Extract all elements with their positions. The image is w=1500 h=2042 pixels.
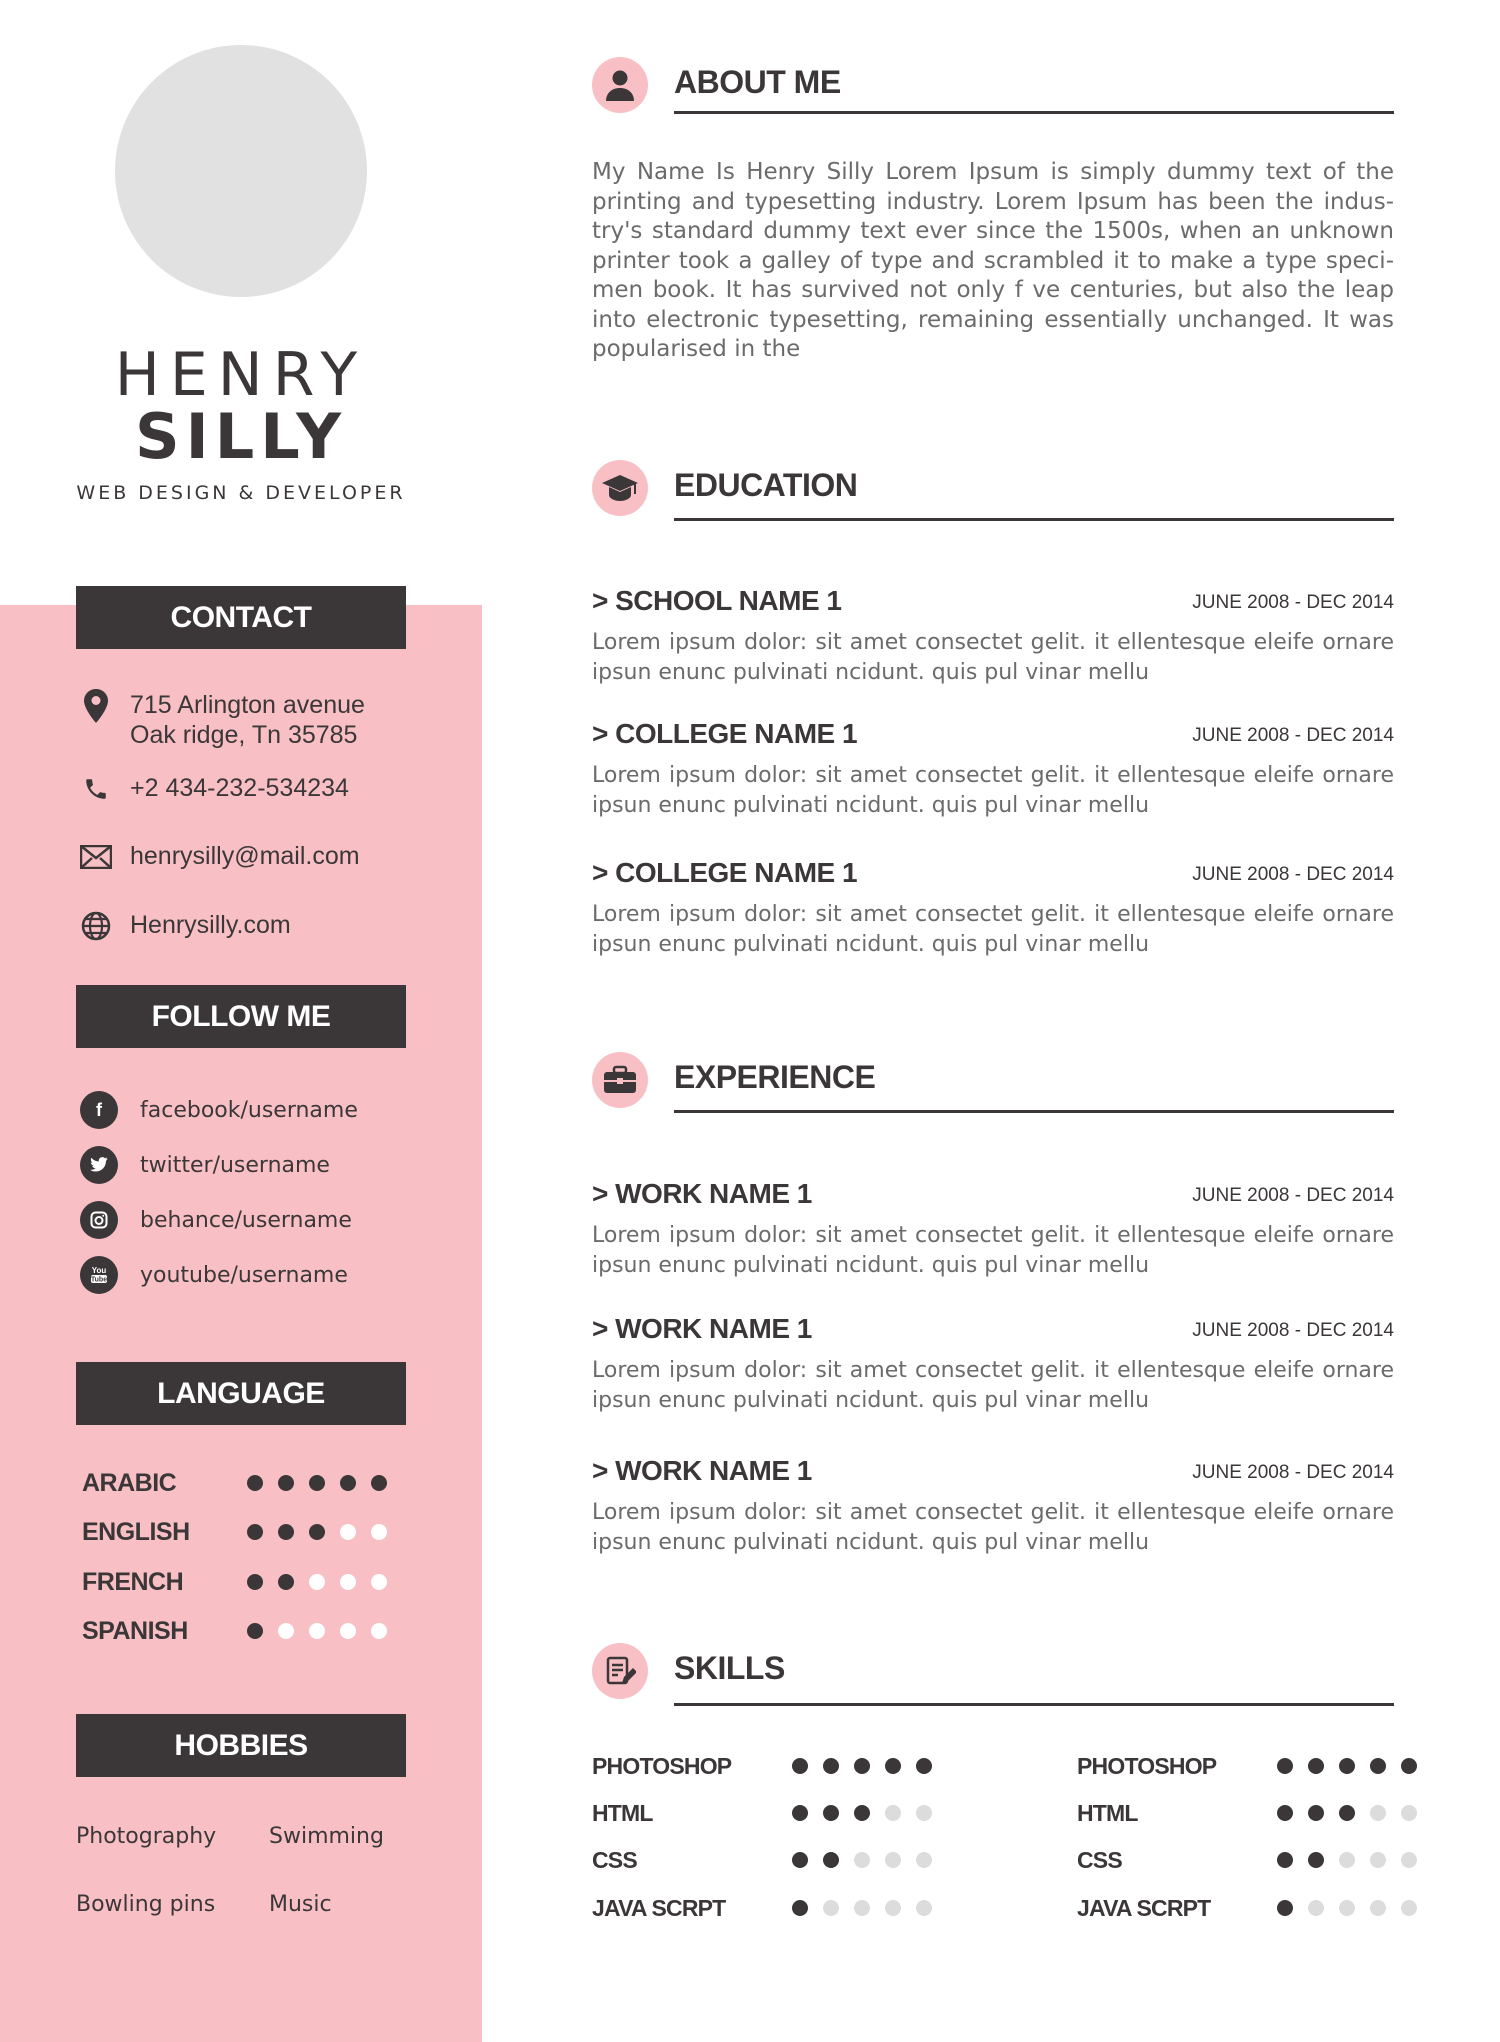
rating-dot-empty xyxy=(885,1805,901,1821)
rating-dot-empty xyxy=(371,1623,387,1639)
skill-name: PHOTOSHOP xyxy=(592,1752,732,1779)
website-link[interactable]: Henrysilly.com xyxy=(130,911,291,939)
rating-dot-filled xyxy=(247,1524,263,1540)
experience-entry-title: > WORK NAME 1 xyxy=(592,1313,812,1344)
rating-dot-empty xyxy=(309,1623,325,1639)
rating-dot-filled xyxy=(1277,1852,1293,1868)
rating-dot-filled xyxy=(1339,1805,1355,1821)
briefcase-icon xyxy=(592,1052,648,1108)
contact-address xyxy=(80,690,365,750)
contact-website xyxy=(80,910,291,942)
rating-dot-filled xyxy=(792,1900,808,1916)
location-pin-icon xyxy=(80,690,112,722)
rating-dot-empty xyxy=(823,1900,839,1916)
address-line-2: Oak ridge, Tn 35785 xyxy=(130,721,358,749)
experience-entry-date: JUNE 2008 - DEC 2014 xyxy=(1192,1320,1394,1341)
skill-name: JAVA SCRPT xyxy=(592,1894,726,1921)
phone-icon xyxy=(80,773,112,805)
about-title: ABOUT ME xyxy=(674,64,841,100)
rating-dot-empty xyxy=(1339,1900,1355,1916)
language-row xyxy=(82,1615,402,1647)
rating-dot-empty xyxy=(340,1623,356,1639)
skill-row xyxy=(592,1845,932,1875)
svg-text:Tube: Tube xyxy=(90,1276,108,1284)
about-divider xyxy=(674,111,1394,114)
rating-dot-empty xyxy=(1401,1852,1417,1868)
rating-dot-filled xyxy=(1370,1758,1386,1774)
rating-dot-filled xyxy=(1277,1900,1293,1916)
education-entry-title: > COLLEGE NAME 1 xyxy=(592,857,858,888)
rating-dot-filled xyxy=(823,1805,839,1821)
rating-dot-empty xyxy=(854,1900,870,1916)
first-name: HENRY xyxy=(114,340,368,410)
experience-divider xyxy=(674,1110,1394,1113)
rating-dot-empty xyxy=(916,1852,932,1868)
skill-name: CSS xyxy=(592,1846,637,1873)
rating-dot-empty xyxy=(854,1852,870,1868)
rating-dot-filled xyxy=(792,1852,808,1868)
rating-dot-filled xyxy=(278,1475,294,1491)
rating-dot-empty xyxy=(885,1852,901,1868)
skill-row xyxy=(592,1798,932,1828)
rating-dot-filled xyxy=(854,1805,870,1821)
contact-phone xyxy=(80,773,349,805)
follow-header: FOLLOW ME xyxy=(76,985,406,1048)
last-name: SILLY xyxy=(135,400,347,473)
youtube-icon xyxy=(80,1256,118,1294)
education-entry-date: JUNE 2008 - DEC 2014 xyxy=(1192,725,1394,746)
rating-dot-empty xyxy=(278,1623,294,1639)
language-name: SPANISH xyxy=(82,1616,188,1645)
rating-dot-empty xyxy=(340,1524,356,1540)
follow-item-twitter[interactable] xyxy=(80,1146,330,1184)
rating-dots xyxy=(1277,1900,1417,1916)
rating-dot-filled xyxy=(1308,1805,1324,1821)
rating-dot-empty xyxy=(1370,1852,1386,1868)
education-entry-desc: Lorem ipsum dolor: sit amet consectet gelit. it ellentesque eleife ornare ipsun enunc pulvinati ncidunt. quis pul vinar mellu xyxy=(592,902,1394,957)
rating-dot-empty xyxy=(371,1524,387,1540)
skill-row xyxy=(1077,1845,1417,1875)
follow-item-label: twitter/username xyxy=(140,1152,330,1178)
contact-email xyxy=(80,841,360,873)
follow-item-behance[interactable] xyxy=(80,1201,352,1239)
skill-row xyxy=(1077,1798,1417,1828)
rating-dot-filled xyxy=(823,1852,839,1868)
edit-document-icon xyxy=(592,1643,648,1699)
rating-dot-filled xyxy=(823,1758,839,1774)
rating-dots xyxy=(247,1524,387,1540)
language-header: LANGUAGE xyxy=(76,1362,406,1425)
rating-dots xyxy=(792,1852,932,1868)
profile-photo-placeholder xyxy=(115,45,367,297)
sidebar-background xyxy=(0,605,482,2042)
experience-entry-title: > WORK NAME 1 xyxy=(592,1178,812,1209)
education-title: EDUCATION xyxy=(674,467,858,503)
hobby-item: Swimming xyxy=(269,1824,384,1849)
rating-dot-filled xyxy=(854,1758,870,1774)
experience-entry-desc: Lorem ipsum dolor: sit amet consectet gelit. it ellentesque eleife ornare ipsun enunc pulvinati ncidunt. quis pul vinar mellu xyxy=(592,1223,1394,1278)
rating-dot-empty xyxy=(916,1805,932,1821)
contact-header: CONTACT xyxy=(76,586,406,649)
rating-dot-empty xyxy=(340,1574,356,1590)
skill-name: HTML xyxy=(1077,1799,1138,1826)
language-row xyxy=(82,1467,402,1499)
rating-dot-empty xyxy=(885,1900,901,1916)
twitter-icon xyxy=(80,1146,118,1184)
skills-divider xyxy=(674,1703,1394,1706)
rating-dot-empty xyxy=(371,1574,387,1590)
rating-dots xyxy=(792,1758,932,1774)
skill-name: JAVA SCRPT xyxy=(1077,1894,1211,1921)
rating-dots xyxy=(247,1623,387,1639)
follow-item-label: facebook/username xyxy=(140,1097,358,1123)
follow-item-youtube[interactable] xyxy=(80,1256,348,1294)
rating-dot-empty xyxy=(1308,1900,1324,1916)
phone-number[interactable]: +2 434-232-534234 xyxy=(130,774,349,802)
rating-dot-empty xyxy=(916,1900,932,1916)
education-entry-title: > COLLEGE NAME 1 xyxy=(592,718,858,749)
follow-item-label: behance/username xyxy=(140,1207,352,1233)
address-line-1: 715 Arlington avenue xyxy=(130,691,365,719)
mail-icon xyxy=(80,841,112,873)
rating-dot-empty xyxy=(1401,1805,1417,1821)
camera-icon xyxy=(80,1201,118,1239)
rating-dot-empty xyxy=(1401,1900,1417,1916)
rating-dot-filled xyxy=(247,1623,263,1639)
experience-entry-desc: Lorem ipsum dolor: sit amet consectet gelit. it ellentesque eleife ornare ipsun enunc pulvinati ncidunt. quis pul vinar mellu xyxy=(592,1500,1394,1555)
experience-entry-date: JUNE 2008 - DEC 2014 xyxy=(1192,1462,1394,1483)
follow-item-facebook[interactable] xyxy=(80,1091,358,1129)
education-entry-date: JUNE 2008 - DEC 2014 xyxy=(1192,592,1394,613)
rating-dot-empty xyxy=(309,1574,325,1590)
skill-name: PHOTOSHOP xyxy=(1077,1752,1217,1779)
rating-dot-filled xyxy=(1308,1758,1324,1774)
education-entry-title: > SCHOOL NAME 1 xyxy=(592,585,842,616)
rating-dot-filled xyxy=(309,1475,325,1491)
rating-dot-filled xyxy=(340,1475,356,1491)
rating-dot-filled xyxy=(278,1524,294,1540)
graduation-cap-icon xyxy=(592,460,648,516)
rating-dot-filled xyxy=(1339,1758,1355,1774)
rating-dot-filled xyxy=(792,1758,808,1774)
hobby-item: Bowling pins xyxy=(76,1892,216,1917)
rating-dot-filled xyxy=(1277,1758,1293,1774)
rating-dot-filled xyxy=(309,1524,325,1540)
skill-row xyxy=(1077,1751,1417,1781)
education-entry-desc: Lorem ipsum dolor: sit amet consectet gelit. it ellentesque eleife ornare ipsun enunc pulvinati ncidunt. quis pul vinar mellu xyxy=(592,763,1394,818)
hobby-item: Music xyxy=(269,1892,332,1917)
education-entry-date: JUNE 2008 - DEC 2014 xyxy=(1192,864,1394,885)
rating-dot-filled xyxy=(247,1574,263,1590)
rating-dot-filled xyxy=(247,1475,263,1491)
user-icon xyxy=(592,57,648,113)
globe-icon xyxy=(80,910,112,942)
experience-entry-date: JUNE 2008 - DEC 2014 xyxy=(1192,1185,1394,1206)
experience-title: EXPERIENCE xyxy=(674,1059,876,1095)
rating-dots xyxy=(792,1805,932,1821)
skill-row xyxy=(1077,1893,1417,1923)
language-name: ARABIC xyxy=(82,1468,177,1497)
skill-row xyxy=(592,1751,932,1781)
rating-dots xyxy=(792,1900,932,1916)
hobbies-header: HOBBIES xyxy=(76,1714,406,1777)
rating-dots xyxy=(1277,1758,1417,1774)
skill-row xyxy=(592,1893,932,1923)
rating-dot-filled xyxy=(278,1574,294,1590)
education-divider xyxy=(674,518,1394,521)
rating-dots xyxy=(1277,1852,1417,1868)
skills-title: SKILLS xyxy=(674,1650,785,1686)
rating-dot-empty xyxy=(1370,1805,1386,1821)
job-title: WEB DESIGN & DEVELOPER xyxy=(76,482,406,504)
about-text: My Name Is Henry Silly Lorem Ipsum is simply dummy text of the printing and typesetting industry. Lorem Ipsum has been the indus-try's standard dummy text ever since the 1500s, when an unknown printer took a galley of type and scrambled it to make a type speci-men book. It has survived not only f ve centuries, but also the leap into electronic typesetting, remaining essentially unchanged. It was popularised in the xyxy=(592,159,1394,362)
email-address[interactable]: henrysilly@mail.com xyxy=(130,842,360,870)
rating-dots xyxy=(247,1574,387,1590)
rating-dot-filled xyxy=(885,1758,901,1774)
experience-entry-desc: Lorem ipsum dolor: sit amet consectet gelit. it ellentesque eleife ornare ipsun enunc pulvinati ncidunt. quis pul vinar mellu xyxy=(592,1358,1394,1413)
language-name: FRENCH xyxy=(82,1567,184,1596)
rating-dots xyxy=(1277,1805,1417,1821)
follow-item-label: youtube/username xyxy=(140,1262,348,1288)
skill-name: HTML xyxy=(592,1799,653,1826)
rating-dot-filled xyxy=(792,1805,808,1821)
rating-dot-filled xyxy=(1308,1852,1324,1868)
rating-dot-filled xyxy=(1277,1805,1293,1821)
education-entry-desc: Lorem ipsum dolor: sit amet consectet gelit. it ellentesque eleife ornare ipsun enunc pulvinati ncidunt. quis pul vinar mellu xyxy=(592,630,1394,685)
hobby-item: Photography xyxy=(76,1824,217,1849)
rating-dot-filled xyxy=(1401,1758,1417,1774)
rating-dot-empty xyxy=(1370,1900,1386,1916)
rating-dot-empty xyxy=(1339,1852,1355,1868)
rating-dot-filled xyxy=(916,1758,932,1774)
rating-dots xyxy=(247,1475,387,1491)
svg-text:You: You xyxy=(91,1266,107,1275)
skill-name: CSS xyxy=(1077,1846,1122,1873)
language-name: ENGLISH xyxy=(82,1517,190,1546)
experience-entry-title: > WORK NAME 1 xyxy=(592,1455,812,1486)
language-row xyxy=(82,1516,402,1548)
rating-dot-filled xyxy=(371,1475,387,1491)
facebook-icon: f xyxy=(80,1091,118,1129)
language-row xyxy=(82,1566,402,1598)
